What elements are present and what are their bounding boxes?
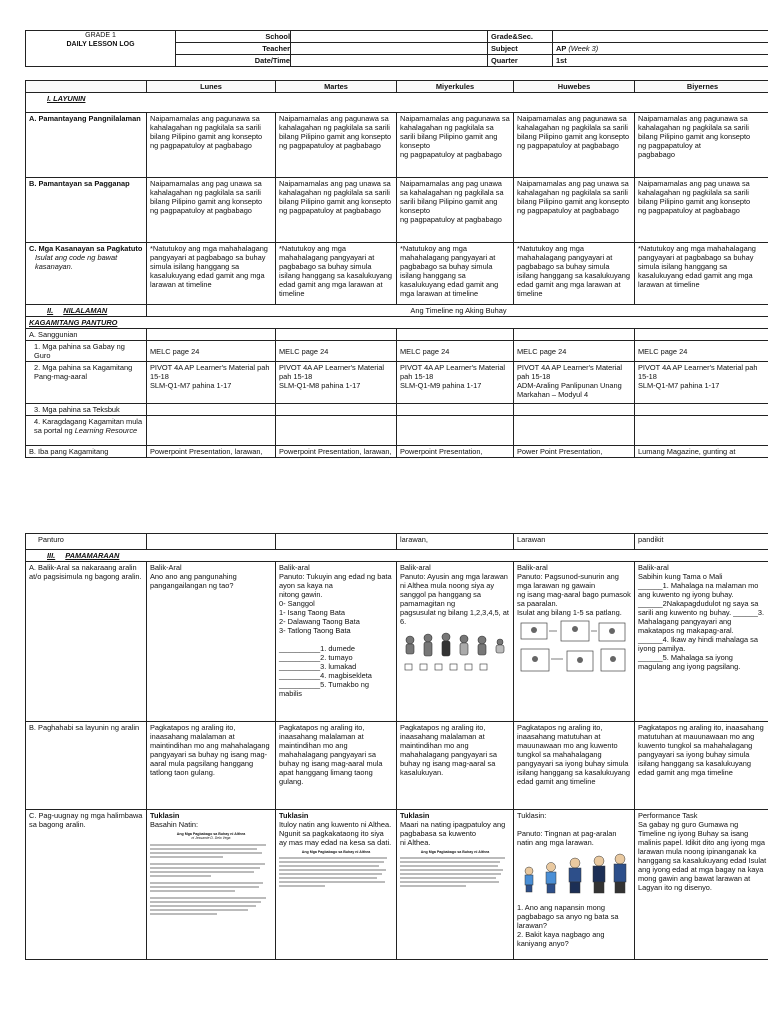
procedure-c-lunes-head: Tuklasin [150,811,180,821]
sanggunian-label: A. Sanggunian [26,329,147,341]
datetime-value[interactable] [291,55,488,67]
objective-b-martes: Naipamamalas ang pag unawa sa kahalagahan ng pagkilala sa sarili bilang Pilipino gamit ang konsepto ng pagpapatuloy at pagbabago [276,178,397,243]
procedure-c-lunes-text: Basahin Natin: [150,820,199,830]
procedure-c-martes [276,810,397,960]
procedure-c-miyerkules-head: Tuklasin [400,811,430,821]
procedure-c-huwebes-text: Tuklasin: Panuto: Tingnan at pag-aralan natin ang mga larawan. [517,811,617,848]
objective-a-huwebes: Naipamamalas ang pagunawa sa kahalagahan ng pagkilala sa sarili bilang Pilipino gamit ang konsepto ng pagpapatuloy at pagbabago [514,113,635,178]
procedure-c-lunes [147,810,276,960]
procedure-b-label: B. Paghahabi sa layunin ng aralin [26,722,147,810]
story-text-lines-1 [150,844,272,915]
resource-2-miyerkules: PIVOT 4A AP Learner's Material pah 15-18 SLM-Q1-M9 pahina 1-17 [397,362,514,404]
procedure-b-huwebes: Pagkatapos ng araling ito, inaasahang matutuhan at mauunawaan mo ang kuwento tungkol sa mahahalagang pangyayari sa iyong buhay simula isilang hanggang sa kasalukuyang edad gamit ang timeline [514,722,635,810]
objective-c-huwebes: *Natutukoy ang mga mahahalagang pangyayari at pagbabago sa buhay simula isilang hanggang sa kasalukuyang edad gamit ang mga larawan at timeline [514,243,635,305]
objective-a-miyerkules: Naipamamalas ang pagunawa sa kahalagahan ng pagkilala sa sarili bilang Pilipino gamit ang konsepto ng pagpapatuloy at pagbabago [397,113,514,178]
procedure-b-martes: Pagkatapos ng araling ito, inaasahang malalaman at maintindihan mo ang mahahalagang pangyayari sa buhay ng isang mag-aaral mula apat hanggang limang taong gulang. [276,722,397,810]
kagamitang-title: KAGAMITANG PANTURO [29,318,118,328]
resource-1-lunes: MELC page 24 [147,341,276,362]
empty-cell [397,416,514,446]
empty-cell [397,329,514,341]
school-label: School [176,31,291,43]
procedure-a-huwebes-cell [514,562,635,722]
objective-c-label: C. Mga Kasanayan sa Pagkatuto [29,244,143,254]
objective-b-label: B. Pamantayan sa Pagganap [26,178,147,243]
day-header-huwebes: Huwebes [514,81,635,93]
empty-cell [635,404,768,416]
resource-b-cont-biyernes: pandikit [635,534,768,550]
resource-b-label: B. Iba pang Kagamitang [26,446,147,458]
pamamaraan-header [26,550,768,562]
resource-b-cont-lunes [147,534,276,550]
empty-cell [635,416,768,446]
resource-1-biyernes: MELC page 24 [635,341,768,362]
empty-cell [514,404,635,416]
nilalaman-num: II. [47,306,54,316]
teacher-label: Teacher [176,43,291,55]
empty-cell [635,329,768,341]
objective-a-martes: Naipamamalas ang pagunawa sa kahalagahan ng pagkilala sa sarili bilang Pilipino gamit ang konsepto ng pagpapatuloy at pagbabago [276,113,397,178]
kagamitang-header [26,317,768,329]
nilalaman-value: Ang Timeline ng Aking Buhay [147,305,768,317]
datetime-label: Date/Time [176,55,291,67]
teacher-value[interactable] [291,43,488,55]
lesson-table-page1 [25,80,768,458]
nilalaman-title: NILALAMAN [63,306,108,316]
story-title-3: Ang Mga Pagbabago sa Buhay ni Althea [420,850,490,855]
resource-b-cont-huwebes: Larawan [514,534,635,550]
resource-b-lunes: Powerpoint Presentation, larawan, [147,446,276,458]
procedure-c-martes-text: Ituloy natin ang kuwento ni Althea. Ngunit sa pagkakataong ito siya ay mas may edad na kesa sa dati. [279,820,392,848]
empty-cell [147,404,276,416]
resource-4-label-italic: Learning Resource [74,426,138,436]
resource-2-huwebes: PIVOT 4A AP Learner's Material pah 15-18 ADM-Araling Panlipunan Unang Markahan – Modyul 4 [514,362,635,404]
day-header-miyerkules: Miyerkules [397,81,514,93]
empty-cell [514,416,635,446]
subject-label: Subject [488,43,553,55]
child-photos-strip-icon [400,628,510,674]
day-header-martes: Martes [276,81,397,93]
objective-c-martes: *Natutukoy ang mga mahahalagang pangyayari at pagbabago sa buhay simula isilang hanggang sa kasalukuyang edad gamit ang mga larawan at timeline [276,243,397,305]
resource-3-label: 3. Mga pahina sa Teksbuk [26,404,147,416]
procedure-a-martes: Balik-aral Panuto: Tukuyin ang edad ng bata ayon sa kaya na nitong gawin. 0- Sanggol 1- Isang Taong Bata 2- Dalawang Taong Bata 3- Tatlong Taong Bata __________1. dumede __________2. tumayo __________3. lumakad __________4. magbisekleta __________5. Tumakbo ng mabilis [276,562,397,722]
resource-2-biyernes: PIVOT 4A AP Learner's Material pah 15-18 SLM-Q1-M7 pahina 1-17 [635,362,768,404]
objective-b-miyerkules: Naipamamalas ang pag unawa sa kahalagahan ng pagkilala sa sarili bilang Pilipino gamit ang konsepto ng pagpapatuloy at pagbabago [397,178,514,243]
grade-cell [26,31,176,67]
header-table [25,30,768,67]
procedure-b-biyernes: Pagkatapos ng araling ito, inaasahang matutuhan at mauunawaan mo ang kuwento tungkol sa mahahalagang pangyayari sa iyong buhay simula isilang hanggang sa kasalukuyang edad gamit ang mga timeline [635,722,768,810]
resource-b-biyernes: Lumang Magazine, gunting at [635,446,768,458]
day-header-biyernes: Biyernes [635,81,768,93]
resource-1-martes: MELC page 24 [276,341,397,362]
procedure-a-label: A. Balik-Aral sa nakaraang aralin at/o pagsisimula ng bagong aralin. [26,562,147,722]
procedure-a-miyerkules-cell [397,562,514,722]
resource-b-cont-martes [276,534,397,550]
day-header-lunes: Lunes [147,81,276,93]
objective-c-sublabel: Isulat ang code ng bawat kasanayan. [35,253,118,272]
procedure-a-huwebes: Balik-aral Panuto: Pagsunod-sunurin ang mga larawan ng gawain ng isang mag-aaral bago pumasok sa paaralan. Isulat ang bilang 1-5 sa patlang. [517,563,631,618]
layunin-header [26,93,768,113]
subject-week: (Week 3) [568,44,599,54]
procedure-c-miyerkules [397,810,514,960]
pamamaraan-num: III. [47,551,56,560]
story-title-1: Ang Mga Pagbabago sa Buhay ni Althea [176,832,246,837]
procedure-c-biyernes: Performance Task Sa gabay ng guro Gumawa ng Timeline ng iyong Buhay sa isang malinis papel. Idikit dito ang iyong mga larawan mula noong ipinanganak ka hanggang sa kasalukuyang edad Isulat ang iyong edad at mga bagay na kaya mong gawin ang bawat larawan at Lagyan ito ng disenyo. [635,810,768,960]
subject-value[interactable] [553,43,768,55]
procedure-a-lunes: Balik-Aral Ano ano ang pangunahing pangangailangan ng tao? [147,562,276,722]
story-text-lines-3 [400,857,510,887]
story-author-1: ni Jessamie D. Delo Vega [191,836,231,841]
resource-1-miyerkules: MELC page 24 [397,341,514,362]
nilalaman-label [26,305,147,317]
story-title-2: Ang Mga Pagbabago sa Buhay ni Althea [301,850,371,855]
resource-1-label: 1. Mga pahina sa Gabay ng Guro [26,341,147,362]
objective-b-biyernes: Naipamamalas ang pag unawa sa kahalagahan ng pagkilala sa sarili bilang Pilipino gamit ang konsepto ng pagpapatuloy at pagbabago [635,178,768,243]
pamamaraan-title: PAMAMARAAN [65,551,120,560]
resource-2-label: 2. Mga pahina sa Kagamitang Pang-mag-aaral [26,362,147,404]
gradesec-value[interactable] [553,31,768,43]
empty-cell [276,416,397,446]
objective-b-huwebes: Naipamamalas ang pag unawa sa kahalagahan ng pagkilala sa sarili bilang Pilipino gamit ang konsepto ng pagpapatuloy at pagbabago [514,178,635,243]
gradesec-label: Grade&Sec. [488,31,553,43]
procedure-c-huwebes-questions: 1. Ano ang napansin mong pagbabago sa anyo ng bata sa larawan? 2. Bakit kaya nagbago ang kaniyang anyo? [517,903,619,949]
procedure-c-label: C. Pag-uugnay ng mga halimbawa sa bagong aralin. [26,810,147,960]
procedure-c-martes-head: Tuklasin [279,811,309,821]
resource-1-huwebes: MELC page 24 [514,341,635,362]
subject-name: AP [556,44,567,54]
routine-worksheet-icon [517,619,629,681]
objective-c-label-cell [26,243,147,305]
procedure-b-miyerkules: Pagkatapos ng araling ito, inaasahang malalaman at maintindihan mo ang mahahalagang pangyayari sa buhay ng isang mag-aaral sa kasalukuyan. [397,722,514,810]
empty-cell [147,416,276,446]
children-growth-figures-icon [517,849,629,899]
empty-cell [514,329,635,341]
resource-b-cont-label: Panturo [26,534,147,550]
resource-b-miyerkules: Powerpoint Presentation, [397,446,514,458]
lesson-table-page2 [25,533,768,960]
story-text-lines-2 [279,857,393,887]
school-value[interactable] [291,31,488,43]
objective-c-miyerkules: *Natutukoy ang mga mahahalagang pangyayari at pagbabago sa buhay simula isilang hanggang sa kasalukuyang edad gamit ang mga larawan at timeline [397,243,514,305]
procedure-c-miyerkules-text: Maari na nating ipagpatuloy ang pagbabasa sa kuwento ni Althea. [400,820,506,848]
objective-c-biyernes: *Natutukoy ang mga mahahalagang pangyayari at pagbabago sa buhay simula isilang hanggang sa kasalukuyang edad gamit ang mga larawan at timeline [635,243,768,305]
resource-2-lunes: PIVOT 4A AP Learner's Material pah 15-18 SLM-Q1-M7 pahina 1-17 [147,362,276,404]
objective-a-label: A. Pamantayang Pangnilalaman [26,113,147,178]
empty-cell [276,404,397,416]
quarter-value: 1st [553,55,768,67]
procedure-c-huwebes [514,810,635,960]
procedure-a-miyerkules: Balik-aral Panuto: Ayusin ang mga larawan ni Althea mula noong siya ay sanggol pa hanggang sa pamamagitan ng pagsusulat ng bilang 1,2,3,4,5, at 6. [400,563,509,627]
daily-lesson-log-label: DAILY LESSON LOG [66,40,135,48]
empty-cell [276,329,397,341]
procedure-a-biyernes: Balik-aral Sabihin kung Tama o Mali ______1. Mahalaga na malaman mo ang kuwento ng iyong buhay. ______2Nakapagdudulot ng saya sa sarili ang kuwento ng buhay. ______3. Mahalagang pangyayari ang makatapos ng makapag-aral. ______4. Ikaw ay hindi mahalaga sa iyong pamilya. ______5. Mahalaga sa iyong magulang ang iyong pagsilang. [635,562,768,722]
resource-b-huwebes: Power Point Presentation, [514,446,635,458]
resource-2-martes: PIVOT 4A AP Learner's Material pah 15-18 SLM-Q1-M8 pahina 1-17 [276,362,397,404]
day-header-blank [26,81,147,93]
resource-b-cont-miyerkules: larawan, [397,534,514,550]
empty-cell [147,329,276,341]
grade-label: GRADE 1 [85,32,116,39]
resource-4-label-cell [26,416,147,446]
layunin-title: I. LAYUNIN [47,94,86,104]
quarter-label: Quarter [488,55,553,67]
resource-4-label: 4. Karagdagang Kagamitan mula sa portal ng [34,417,143,436]
objective-a-lunes: Naipamamalas ang pagunawa sa kahalagahan ng pagkilala sa sarili bilang Pilipino gamit ang konsepto ng pagpapatuloy at pagbabago [147,113,276,178]
objective-b-lunes: Naipamamalas ang pag unawa sa kahalagahan ng pagkilala sa sarili bilang Pilipino gamit ang konsepto ng pagpapatuloy at pagbabago [147,178,276,243]
objective-c-lunes: *Natutukoy ang mga mahahalagang pangyayari at pagbabago sa buhay simula isilang hanggang sa kasalukuyang edad gamit ang mga larawan at timeline [147,243,276,305]
objective-a-biyernes: Naipamamalas ang pagunawa sa kahalagahan ng pagkilala sa sarili bilang Pilipino gamit ang konsepto ng pagpapatuloy at pagbabago [635,113,768,178]
procedure-b-lunes: Pagkatapos ng araling ito, inaasahang malalaman at maintindihan mo ang mahahalagang pangyayari sa buhay ng isang mag-aaral mula pagsilang hanggang tatlong taon gulang. [147,722,276,810]
resource-b-martes: Powerpoint Presentation, larawan, [276,446,397,458]
empty-cell [397,404,514,416]
